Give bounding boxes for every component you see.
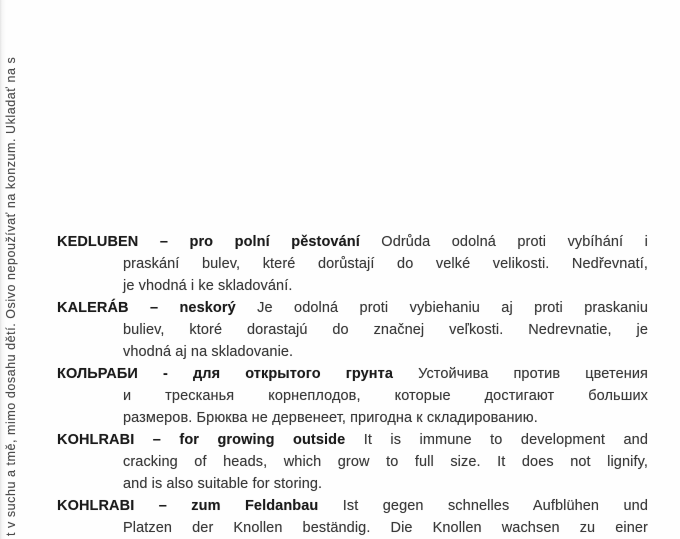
entry-german (57, 495, 648, 539)
entry-text-line: размеров. Брюква не дервенеет, пригодна к складированию. (123, 410, 538, 426)
entry-heading: KALERÁB – neskorý (57, 300, 236, 316)
entry-first-line (57, 363, 648, 385)
entry-first-line (57, 495, 648, 517)
entry-text-line: buliev, ktoré dorastajú do značnej veľkosti. Nedrevnatie, je (123, 322, 648, 338)
entry-intro-text: Ist gegen schnelles Aufblühen und (318, 498, 648, 514)
entry-russian (57, 363, 648, 429)
entry-english (57, 429, 648, 495)
entry-text-line: cracking of heads, which grow to full size. It does not lignify, (123, 454, 648, 470)
entry-slovak (57, 297, 648, 363)
variety-description-block (57, 231, 648, 539)
entry-intro-text: Odrůda odolná proti vybíhání i (359, 234, 648, 250)
entry-text-line: and is also suitable for storing. (123, 476, 323, 492)
entry-first-line (57, 429, 648, 451)
entry-heading: KEDLUBEN – pro polní pěstování (57, 234, 360, 250)
entry-heading: KOHLRABI – for growing outside (57, 432, 346, 448)
entry-first-line (57, 297, 648, 319)
entry-czech (57, 231, 648, 297)
entry-heading: KOHLRABI – zum Feldanbau (57, 498, 319, 514)
entry-text-line: je vhodná i ke skladování. (123, 278, 293, 294)
entry-first-line (57, 231, 648, 253)
entry-text-line: praskání bulev, které dorůstají do velké velikosti. Nedřevnatí, (123, 256, 648, 272)
entry-intro-text: Устойчива против цветения (393, 366, 648, 382)
entry-text-line: Platzen der Knollen beständig. Die Knollen wachsen zu einer (123, 520, 648, 536)
entry-text-line: и тресканья корнеплодов, которые достигают больших (123, 388, 648, 404)
entry-intro-text: Je odolná proti vybiehaniu aj proti praskaniu (235, 300, 648, 316)
entry-heading: КОЛЬРАБИ - для открытого грунта (57, 366, 394, 382)
entry-text-line: vhodná aj na skladovanie. (123, 344, 294, 360)
vertical-storage-note: t v suchu a tmě, mimo dosahu dětí. Osivo nepoužívať na konzum. Ukladať na s (4, 56, 18, 536)
entry-intro-text: It is immune to development and (345, 432, 648, 448)
